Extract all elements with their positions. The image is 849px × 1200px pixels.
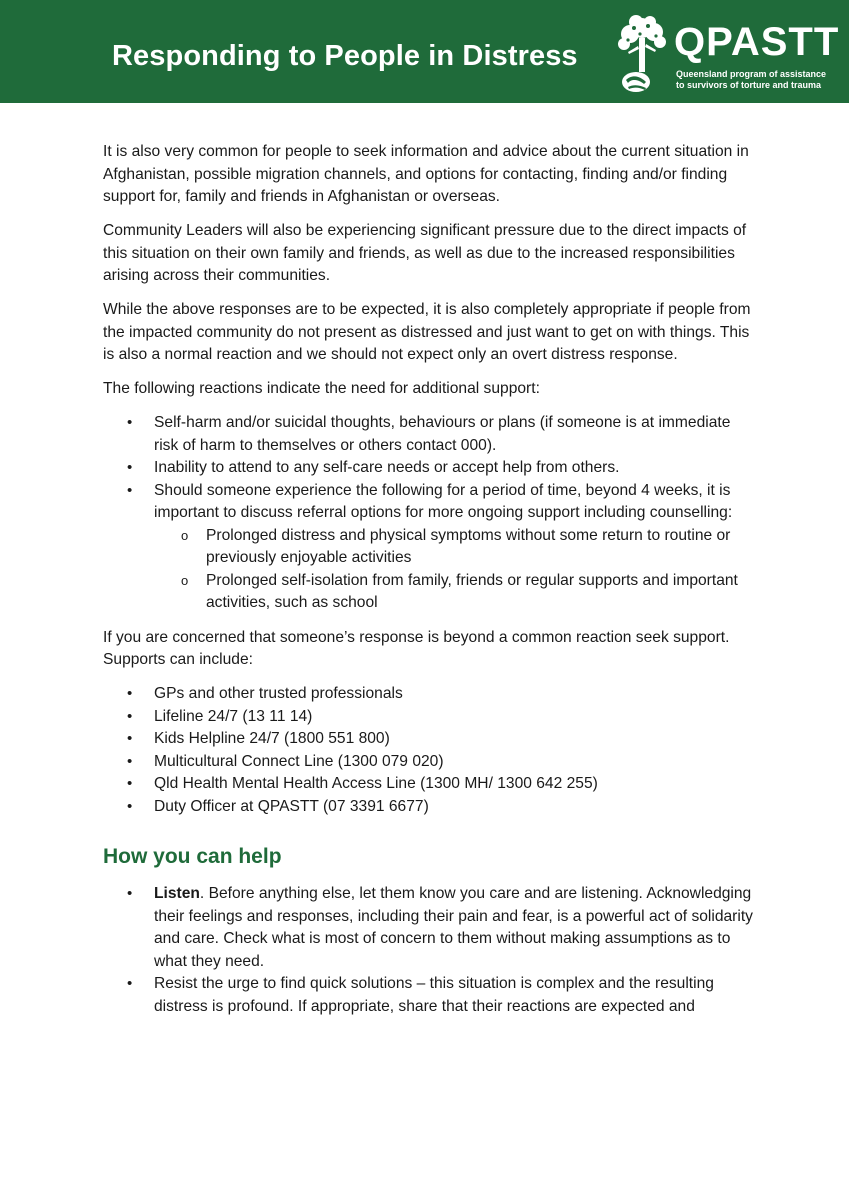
paragraph-seek-support: If you are concerned that someone’s response is beyond a common reaction seek support. Supports can include: <box>103 628 730 668</box>
reactions-list <box>103 412 753 615</box>
paragraph-normal-reaction: While the above responses are to be expected, it is also completely appropriate if people from the impacted community do not present as distressed and just want to get on with things. This is also a normal reaction and we should not expect only an overt distress response. <box>103 301 751 363</box>
logo-subtitle-line1: Queensland program of assistance <box>676 69 827 79</box>
sub-reactions-list <box>154 525 753 615</box>
help-list <box>103 883 753 1018</box>
list-item <box>103 480 753 615</box>
list-item: • Qld Health Mental Health Access Line (1300 MH/ 1300 642 255) <box>103 773 753 796</box>
listen-text: . Before anything else, let them know you care and are listening. Acknowledging their feelings and responses, including their pain and fear, is a powerful act of solidarity and care. Check what is most of concern to them without making assumptions as to what they need. <box>154 885 753 970</box>
sub-list-item: o Prolonged self-isolation from family, friends or regular supports and important activities, such as school <box>154 570 753 615</box>
paragraph-community-leaders: Community Leaders will also be experiencing significant pressure due to the direct impacts of this situation on their own family and friends, as well as due to the increased responsibilities arising across their communities. <box>103 222 747 284</box>
list-item-resist: • Resist the urge to find quick solutions – this situation is complex and the resulting distress is profound. If appropriate, share that their reactions are expected and <box>103 973 753 1018</box>
paragraph-info-seeking: It is also very common for people to seek information and advice about the current situation in Afghanistan, possible migration channels, and options for contacting, finding and/or finding support for, family and friends in Afghanistan or overseas. <box>103 143 749 205</box>
list-item: • Duty Officer at QPASTT (07 3391 6677) <box>103 796 753 819</box>
list-item: • Multicultural Connect Line (1300 079 020) <box>103 751 753 774</box>
page-title: Responding to People in Distress <box>112 40 578 72</box>
list-item: • Self-harm and/or suicidal thoughts, behaviours or plans (if someone is at immediate risk of harm to themselves or others contact 000). <box>103 412 753 457</box>
list-item-listen <box>103 883 753 973</box>
qpastt-logo <box>614 14 840 98</box>
listen-label: Listen <box>154 885 200 902</box>
list-item: • Inability to attend to any self-care needs or accept help from others. <box>103 457 753 480</box>
section-heading-how-you-can-help: How you can help <box>103 845 282 868</box>
list-item-text: Should someone experience the following for a period of time, beyond 4 weeks, it is important to discuss referral options for more ongoing support including counselling: <box>154 481 733 521</box>
logo-wordmark: QPASTT <box>674 20 840 64</box>
tree-icon <box>614 14 670 98</box>
logo-subtitle-line2: to survivors of torture and trauma <box>676 80 822 90</box>
list-item: • GPs and other trusted professionals <box>103 683 753 706</box>
list-item: • Kids Helpline 24/7 (1800 551 800) <box>103 728 753 751</box>
header-banner <box>0 0 849 103</box>
document-body <box>103 141 753 1018</box>
sub-list-item: o Prolonged distress and physical symptoms without some return to routine or previously enjoyable activities <box>154 525 753 570</box>
paragraph-reactions-intro: The following reactions indicate the need for additional support: <box>103 380 540 397</box>
supports-list <box>103 683 753 818</box>
list-item: • Lifeline 24/7 (13 11 14) <box>103 706 753 729</box>
